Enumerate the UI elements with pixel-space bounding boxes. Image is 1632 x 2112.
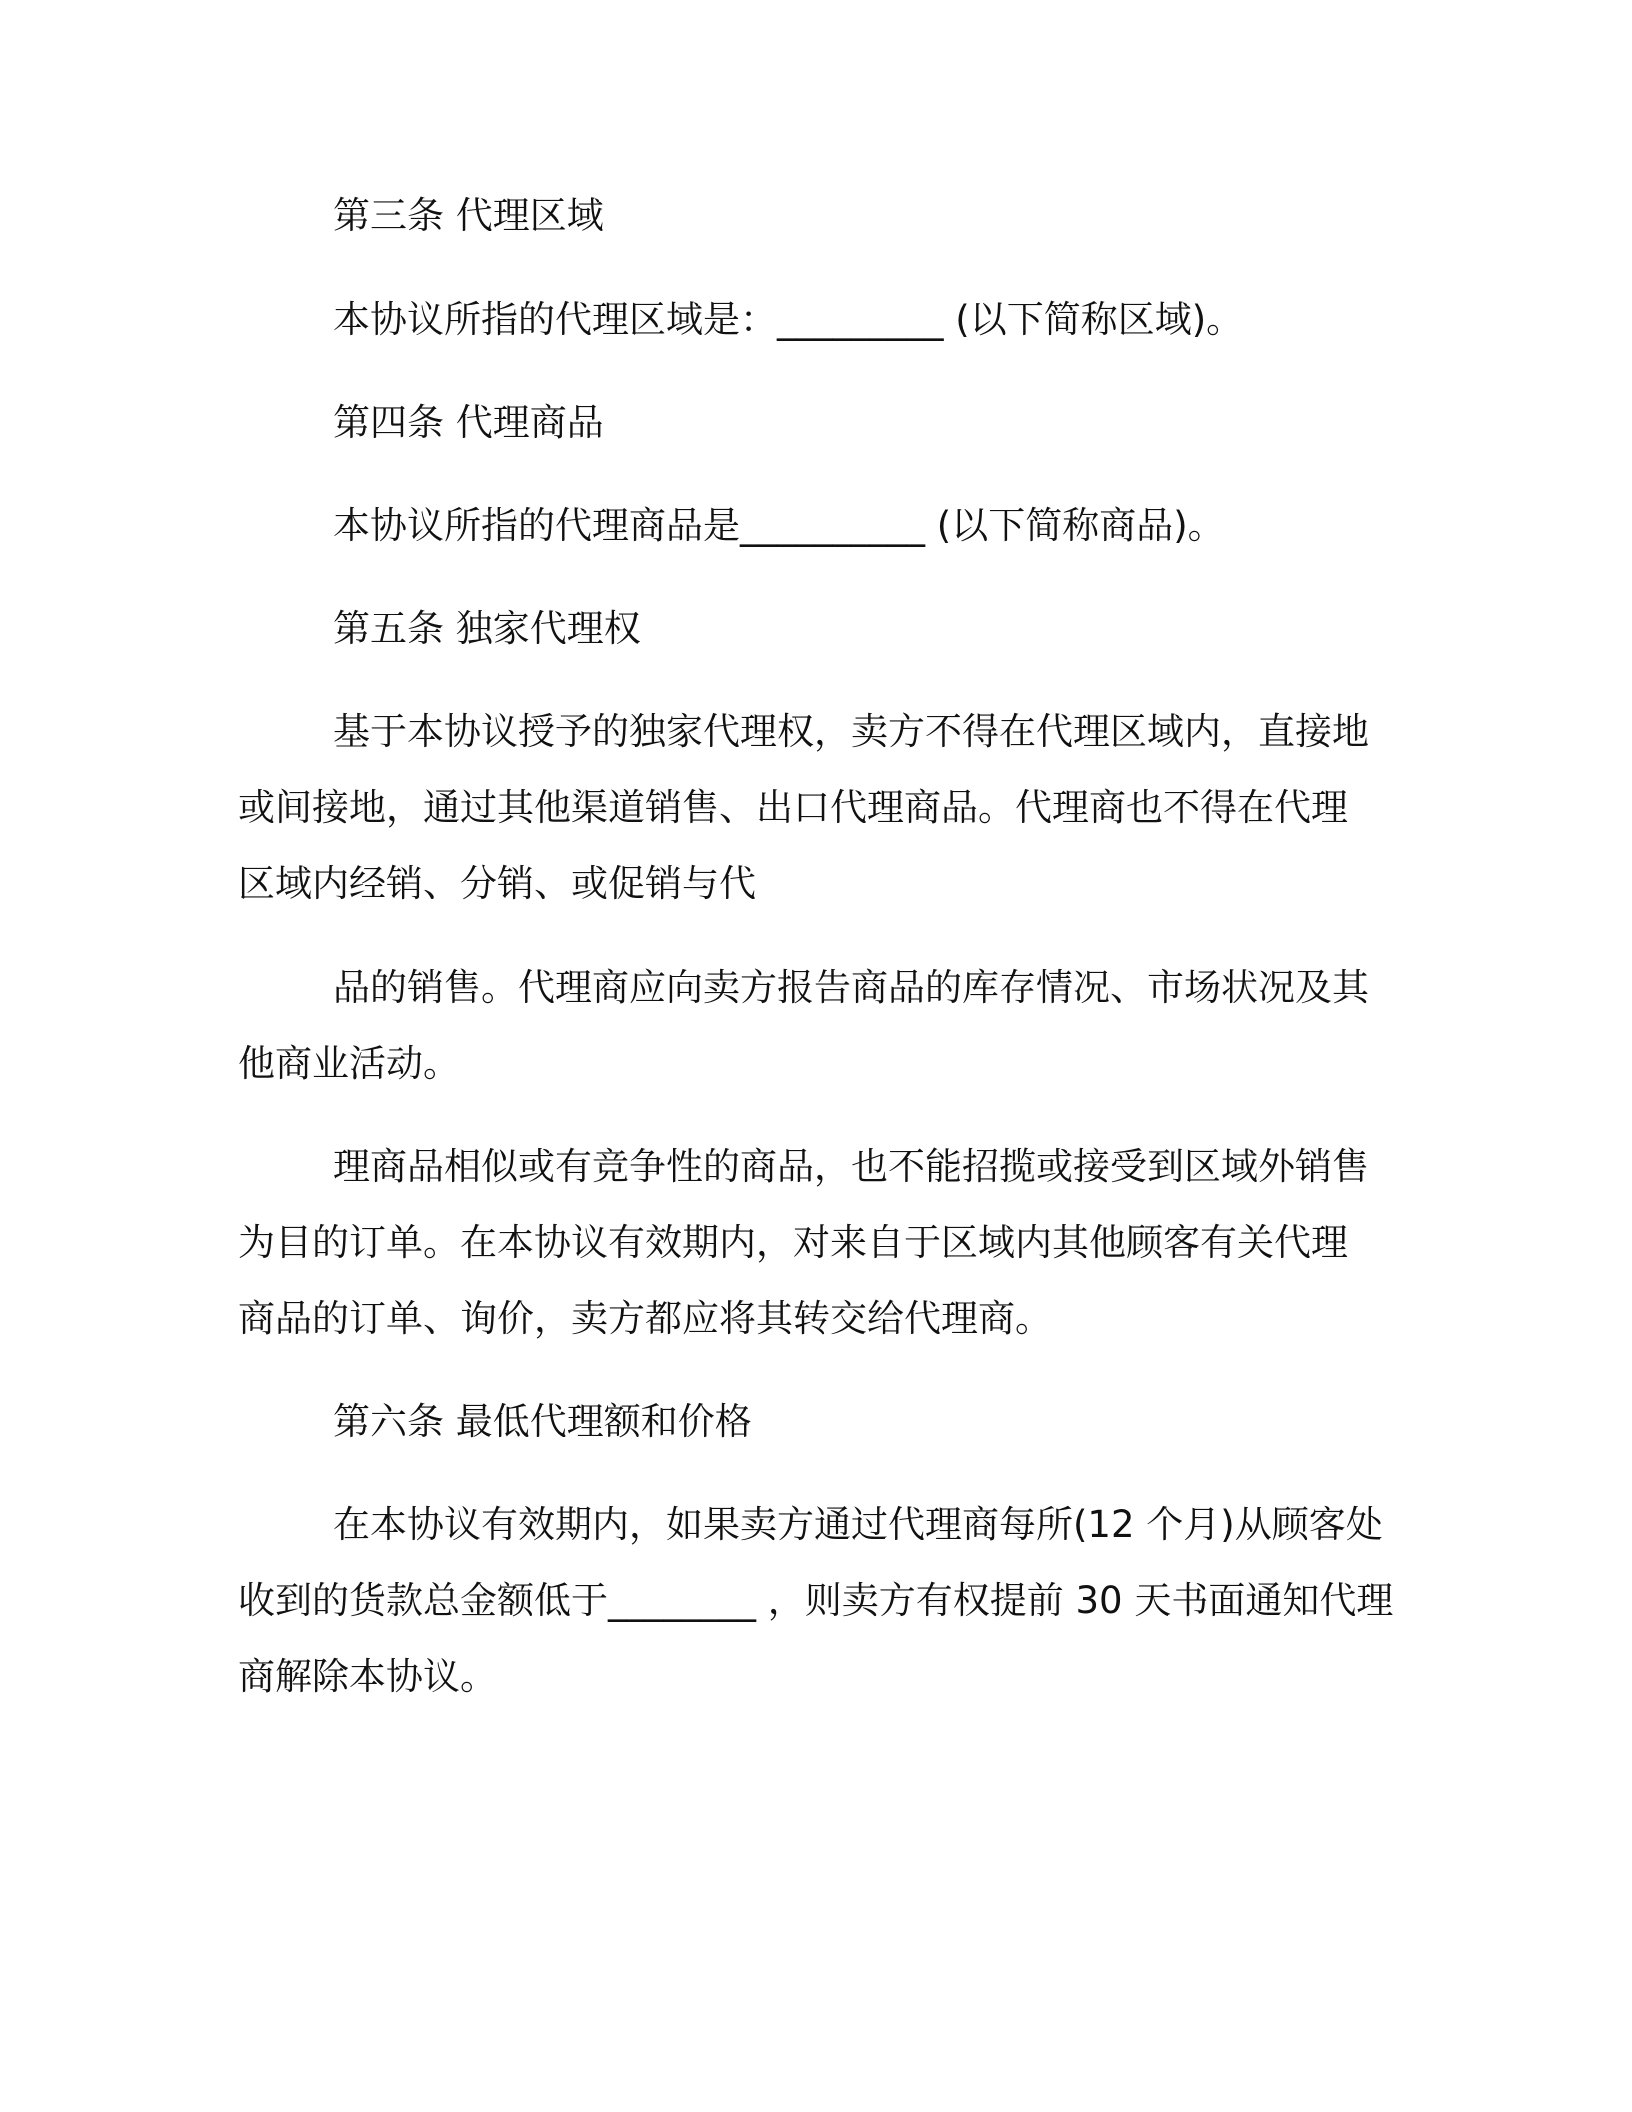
article-5-para1-line2: 或间接地，通过其他渠道销售、出口代理商品。代理商也不得在代理 (238, 786, 1348, 829)
article-6-para-line3: 商解除本协议。 (238, 1655, 497, 1698)
article-5-para3-line3: 商品的订单、询价，卖方都应将其转交给代理商。 (238, 1297, 1052, 1340)
article-5-para1-line3: 区域内经销、分销、或促销与代 (238, 862, 756, 905)
article-5-para3-line1: 理商品相似或有竞争性的商品，也不能招揽或接受到区域外销售 (333, 1145, 1369, 1188)
article-5-para2-line1: 品的销售。代理商应向卖方报告商品的库存情况、市场状况及其 (333, 966, 1369, 1009)
article-3-text: 本协议所指的代理区域是：_________ (以下简称区域)。 (333, 298, 1244, 341)
article-5-heading: 第五条 独家代理权 (333, 607, 641, 650)
article-4-heading: 第四条 代理商品 (333, 401, 604, 444)
article-5-para2-line2: 他商业活动。 (238, 1042, 460, 1085)
article-5-para1-line1: 基于本协议授予的独家代理权，卖方不得在代理区域内，直接地 (333, 710, 1369, 753)
article-3-heading: 第三条 代理区域 (333, 194, 604, 237)
article-6-para-line2: 收到的货款总金额低于________ ，则卖方有权提前 30 天书面通知代理 (238, 1579, 1394, 1622)
article-6-para-line1: 在本协议有效期内，如果卖方通过代理商每所(12 个月)从顾客处 (333, 1503, 1383, 1546)
article-6-heading: 第六条 最低代理额和价格 (333, 1400, 752, 1443)
article-4-text: 本协议所指的代理商品是__________ (以下简称商品)。 (333, 504, 1225, 547)
article-5-para3-line2: 为目的订单。在本协议有效期内，对来自于区域内其他顾客有关代理 (238, 1221, 1348, 1264)
